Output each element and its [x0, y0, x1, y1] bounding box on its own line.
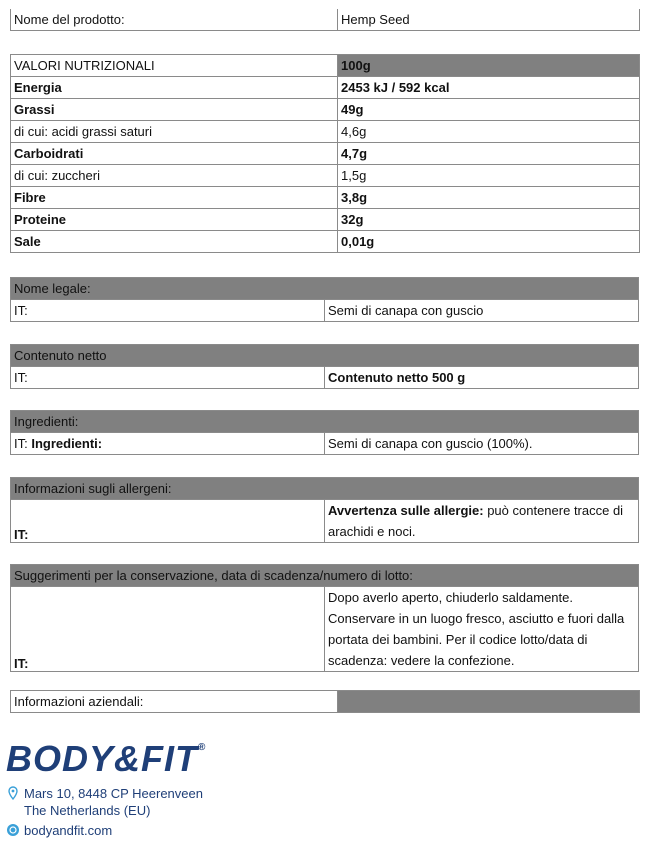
nutrition-row: [11, 187, 640, 209]
website-link[interactable]: bodyandfit.com: [24, 823, 113, 838]
nutrition-row-label: Energia: [11, 77, 338, 99]
nutrition-row-value: 3,8g: [338, 187, 640, 209]
legal-name-value: Semi di canapa con guscio: [325, 300, 639, 322]
nutrition-row-label: Grassi: [11, 99, 338, 121]
allergens-lang: IT:: [11, 500, 325, 543]
storage-value: Dopo averlo aperto, chiuderlo saldamente. Conservare in un luogo fresco, asciutto e fuori dalla portata dei bambini. Per il codice lotto/data di scadenza: vedere la confezione.: [325, 587, 639, 672]
nutrition-row: [11, 209, 640, 231]
address-line-2: The Netherlands (EU): [24, 803, 151, 818]
company-label: Informazioni aziendali:: [11, 691, 338, 713]
nutrition-row-value: 4,7g: [338, 143, 640, 165]
address-line-1: [6, 786, 203, 801]
product-table: [10, 9, 640, 31]
nutrition-header-value: 100g: [338, 55, 640, 77]
globe-icon: [6, 823, 20, 837]
website-line: [6, 823, 112, 838]
net-content-table: [10, 344, 639, 389]
allergens-table: [10, 477, 639, 543]
legal-name-table: [10, 277, 639, 322]
nutrition-row: [11, 99, 640, 121]
ingredients-table: [10, 410, 639, 455]
nutrition-row-value: 32g: [338, 209, 640, 231]
ingredients-value: Semi di canapa con guscio (100%).: [325, 433, 639, 455]
nutrition-row-label: di cui: zuccheri: [11, 165, 338, 187]
nutrition-row-label: Sale: [11, 231, 338, 253]
nutrition-row-label: Carboidrati: [11, 143, 338, 165]
company-table: [10, 690, 640, 713]
net-content-lang: IT:: [11, 367, 325, 389]
nutrition-rows: [11, 77, 640, 253]
nutrition-row-label: Fibre: [11, 187, 338, 209]
nutrition-header-label: VALORI NUTRIZIONALI: [11, 55, 338, 77]
nutrition-row-value: 49g: [338, 99, 640, 121]
storage-lang: IT:: [11, 587, 325, 672]
ingredients-lang-code: IT:: [14, 436, 32, 451]
allergens-value: [325, 500, 639, 543]
nutrition-row-value: 0,01g: [338, 231, 640, 253]
company-value-cell: [338, 691, 640, 713]
nutrition-row-value: 2453 kJ / 592 kcal: [338, 77, 640, 99]
nutrition-table: [10, 54, 640, 253]
nutrition-row: [11, 143, 640, 165]
body-and-fit-logo: [6, 738, 206, 780]
nutrition-row-value: 1,5g: [338, 165, 640, 187]
nutrition-row-label: Proteine: [11, 209, 338, 231]
storage-table: [10, 564, 639, 672]
logo-text: BODY&FIT: [6, 738, 198, 779]
nutrition-row: [11, 77, 640, 99]
ingredients-lang-bold: Ingredienti:: [31, 436, 103, 451]
allergens-value-bold: Avvertenza sulle allergie:: [328, 503, 484, 518]
net-content-header: Contenuto netto: [11, 345, 639, 367]
allergens-header: Informazioni sugli allergeni:: [11, 478, 639, 500]
allergens-value-rest: può contenere tracce di arachidi e noci.: [328, 503, 624, 539]
nutrition-row-value: 4,6g: [338, 121, 640, 143]
legal-name-lang: IT:: [11, 300, 325, 322]
ingredients-header: Ingredienti:: [11, 411, 639, 433]
ingredients-lang: [11, 433, 325, 455]
nutrition-row: [11, 121, 640, 143]
product-name-value: Hemp Seed: [338, 9, 640, 31]
product-name-label: Nome del prodotto:: [11, 9, 338, 31]
nutrition-row-label: di cui: acidi grassi saturi: [11, 121, 338, 143]
net-content-value: Contenuto netto 500 g: [325, 367, 639, 389]
location-pin-icon: [6, 786, 20, 800]
nutrition-row: [11, 165, 640, 187]
legal-name-header: Nome legale:: [11, 278, 639, 300]
address-line-1-text: Mars 10, 8448 CP Heerenveen: [24, 786, 203, 801]
logo-registered-mark: ®: [198, 742, 207, 753]
storage-header: Suggerimenti per la conservazione, data di scadenza/numero di lotto:: [11, 565, 639, 587]
nutrition-row: [11, 231, 640, 253]
